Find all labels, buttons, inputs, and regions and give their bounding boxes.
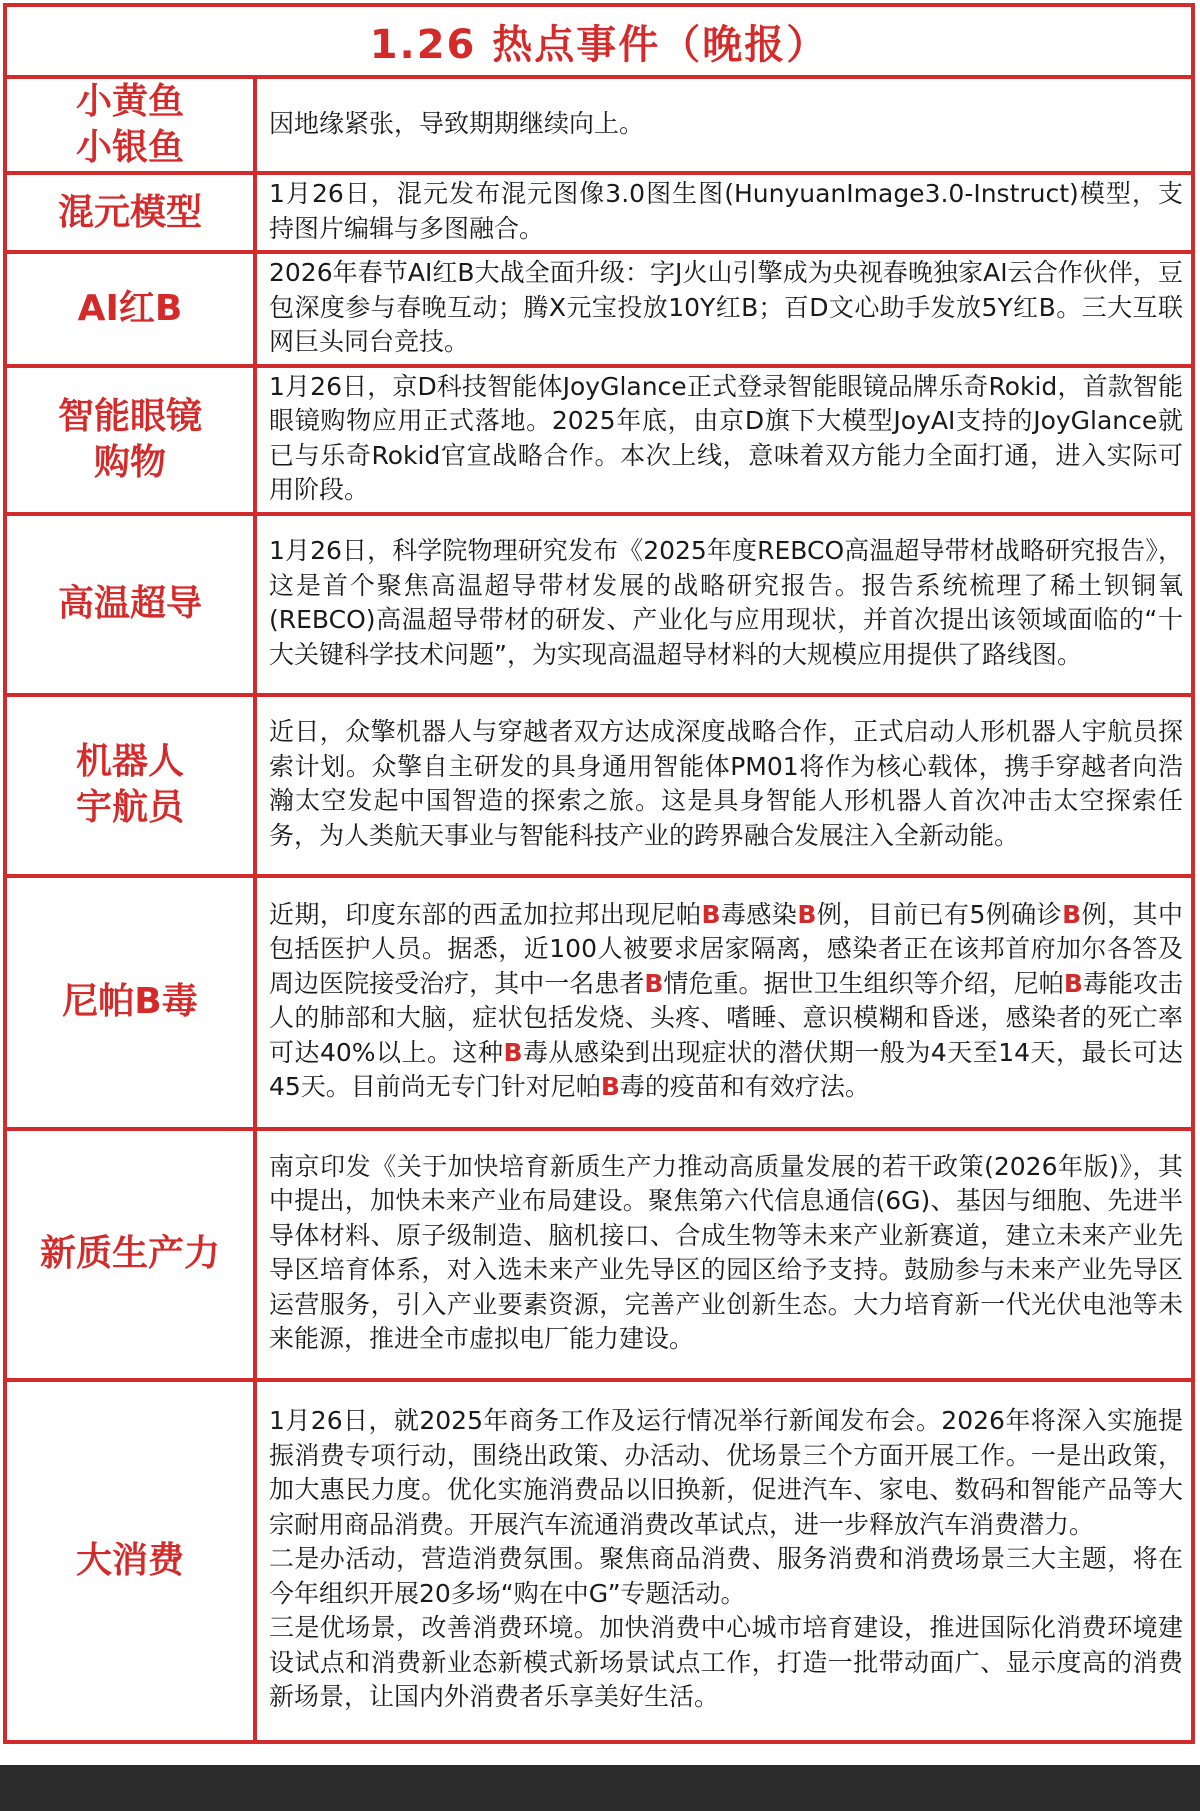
content-text: 1月26日，京D科技智能体JoyGlance正式登录智能眼镜品牌乐奇Rokid，首款智能眼镜购物应用正式落地。2025年底，由京D旗下大模型JoyAI支持的JoyGlance就已与乐奇Rokid官宣战略合作。本次上线，意味着双方能力全面打通，进入实际可用阶段。	[269, 371, 1183, 504]
table-row	[5, 695, 1193, 876]
table-row	[5, 252, 1193, 366]
table-row	[5, 77, 1193, 173]
table-row	[5, 173, 1193, 252]
highlight-b: B	[797, 899, 817, 929]
topic-label: 购物	[93, 441, 166, 483]
content-text: 1月26日，科学院物理研究发布《2025年度REBCO高温超导带材战略研究报告》，这是首个聚焦高温超导带材发展的战略研究报告。报告系统梳理了稀土钡铜氧(REBCO)高温超导带材的研发、产业化与应用现状，并首次提出该领域面临的“十大关键科学技术问题”，为实现高温超导材料的大规模应用提供了路线图。	[269, 536, 1183, 669]
content-cell	[255, 77, 1193, 173]
content-cell	[255, 173, 1193, 252]
highlight-b: B	[1062, 899, 1082, 929]
topic-label: 混元模型	[57, 191, 202, 233]
topic-label: 小银鱼	[75, 127, 184, 168]
content-cell	[255, 695, 1193, 876]
content-cell	[255, 1380, 1193, 1742]
table-row	[5, 1380, 1193, 1742]
topic-cell	[5, 1380, 255, 1742]
content-cell	[255, 1129, 1193, 1380]
content-cell	[255, 252, 1193, 366]
highlight-b: B	[1063, 968, 1083, 998]
highlight-b: B	[701, 899, 721, 929]
bottom-bar	[0, 1765, 1200, 1811]
content-text: 2026年春节AI红B大战全面升级：字J火山引擎成为央视春晚独家AI云合作伙伴，豆包深度参与春晚互动；腾X元宝投放10Y红B；百D文心助手发放5Y红B。三大互联网巨头同台竞技。	[269, 258, 1183, 356]
hot-events-table	[3, 3, 1195, 1744]
topic-label: 尼帕B毒	[62, 981, 198, 1022]
topic-label: 智能眼镜	[57, 395, 202, 437]
topic-label: 高温超导	[57, 583, 202, 624]
topic-cell	[5, 1129, 255, 1380]
topic-label: 宇航员	[75, 787, 184, 828]
topic-cell	[5, 695, 255, 876]
topic-label: 小黄鱼	[75, 81, 184, 122]
content-cell	[255, 514, 1193, 695]
content-text: 近期，印度东部的西孟加拉邦出现尼帕B毒感染B例，目前已有5例确诊B例，其中包括医护人员。据悉，近100人被要求居家隔离，感染者正在该邦首府加尔各答及周边医院接受治疗，其中一名患者B情危重。据世卫生组织等介绍，尼帕B毒能攻击人的肺部和大脑，症状包括发烧、头疼、嗜睡、意识模糊和昏迷，感染者的死亡率可达40%以上。这种B毒从感染到出现症状的潜伏期一般为4天至14天，最长可达45天。目前尚无专门针对尼帕B毒的疫苗和有效疗法。	[269, 899, 1183, 1101]
content-cell	[255, 876, 1193, 1129]
content-text: 三是优场景，改善消费环境。加快消费中心城市培育建设，推进国际化消费环境建设试点和消费新业态新模式新场景试点工作，打造一批带动面广、显示度高的消费新场景，让国内外消费者乐享美好生活。	[269, 1613, 1183, 1712]
table-row	[5, 876, 1193, 1129]
content-text: 1月26日，就2025年商务工作及运行情况举行新闻发布会。2026年将深入实施提振消费专项行动，围绕出政策、办活动、优场景三个方面开展工作。一是出政策，加大惠民力度。优化实施消费品以旧换新，促进汽车、家电、数码和智能产品等大宗耐用商品消费。开展汽车流通消费改革试点，进一步释放汽车消费潜力。	[269, 1406, 1183, 1539]
highlight-b: B	[600, 1072, 620, 1101]
topic-cell	[5, 366, 255, 514]
content-cell	[255, 366, 1193, 514]
content-text: 近日，众擎机器人与穿越者双方达成深度战略合作，正式启动人形机器人宇航员探索计划。众擎自主研发的具身通用智能体PM01将作为核心载体，携手穿越者向浩瀚太空发起中国智造的探索之旅。这是具身智能人形机器人首次冲击太空探索任务，为人类航天事业与智能科技产业的跨界融合发展注入全新动能。	[269, 717, 1183, 850]
page-title: 1.26 热点事件（晚报）	[5, 5, 1193, 77]
topic-label: 新质生产力	[39, 1233, 220, 1274]
topic-cell	[5, 514, 255, 695]
topic-label: 大消费	[75, 1539, 184, 1581]
topic-label: AI红B	[77, 287, 183, 329]
content-text: 1月26日，混元发布混元图像3.0图生图(HunyuanImage3.0-Instruct)模型，支持图片编辑与多图融合。	[269, 179, 1183, 243]
topic-cell	[5, 77, 255, 173]
content-text: 二是办活动，营造消费氛围。聚焦商品消费、服务消费和消费场景三大主题，将在今年组织开展20多场“购在中G”专题活动。	[269, 1544, 1183, 1608]
topic-cell	[5, 173, 255, 252]
highlight-b: B	[503, 1037, 523, 1067]
table-row	[5, 514, 1193, 695]
content-text: 南京印发《关于加快培育新质生产力推动高质量发展的若干政策(2026年版)》，其中提出，加快未来产业布局建设。聚焦第六代信息通信(6G)、基因与细胞、先进半导体材料、原子级制造、脑机接口、合成生物等未来产业新赛道，建立未来产业先导区培育体系，对入选未来产业先导区的园区给予支持。鼓励参与未来产业先导区运营服务，引入产业要素资源，完善产业创新生态。大力培育新一代光伏电池等未来能源，推进全市虚拟电厂能力建设。	[269, 1151, 1183, 1353]
content-text: 因地缘紧张，导致期期继续向上。	[269, 108, 645, 138]
topic-label: 机器人	[75, 741, 184, 782]
highlight-b: B	[644, 968, 664, 998]
table-row	[5, 366, 1193, 514]
topic-cell	[5, 876, 255, 1129]
table-row	[5, 1129, 1193, 1380]
topic-cell	[5, 252, 255, 366]
